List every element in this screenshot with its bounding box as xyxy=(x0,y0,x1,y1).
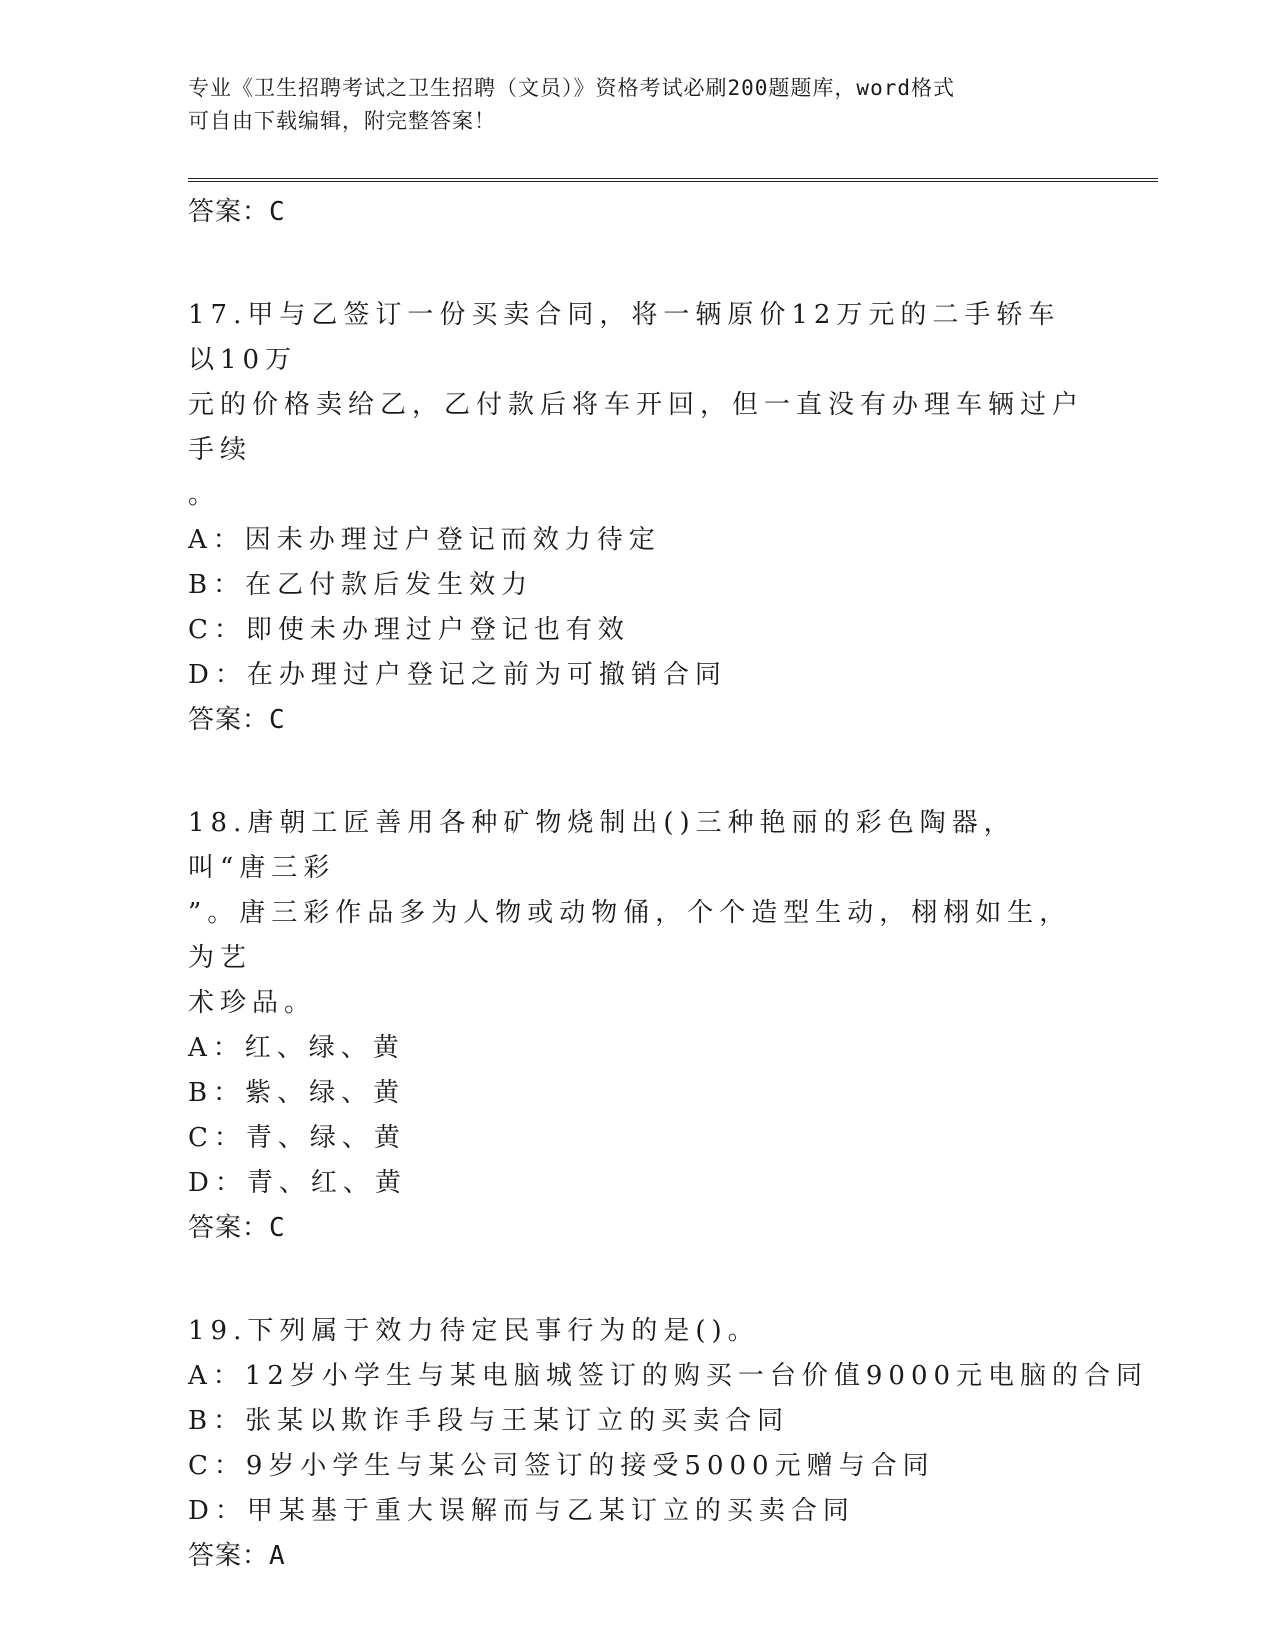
question-17 xyxy=(188,293,1088,743)
question-stem xyxy=(188,1309,1088,1354)
page-header xyxy=(188,72,1088,138)
option-c: C：9岁小学生与某公司签订的接受5000元赠与合同 xyxy=(188,1451,935,1481)
question-19 xyxy=(188,1309,1149,1579)
question-stem xyxy=(188,293,1088,518)
answer: 答案：A xyxy=(188,1541,286,1571)
stem-line: 。 xyxy=(188,480,221,510)
stem-line: 18.唐朝工匠善用各种矿物烧制出()三种艳丽的彩色陶器，叫“唐三彩 xyxy=(188,808,1016,883)
header-line-2: 可自由下载编辑，附完整答案！ xyxy=(188,109,496,133)
option-b: B：张某以欺诈手段与王某订立的买卖合同 xyxy=(188,1406,790,1436)
question-list xyxy=(188,190,1149,1579)
header-divider xyxy=(188,178,1158,182)
option-d: D：甲某基于重大误解而与乙某订立的买卖合同 xyxy=(188,1496,855,1526)
question-stem xyxy=(188,801,1088,1026)
option-c: C：青、绿、黄 xyxy=(188,1123,406,1153)
stem-line: 17.甲与乙签订一份买卖合同，将一辆原价12万元的二手轿车以10万 xyxy=(188,300,1061,375)
previous-answer: 答案：C xyxy=(188,197,286,227)
question-18 xyxy=(188,801,1088,1251)
stem-line: 术珍品。 xyxy=(188,988,317,1018)
option-d: D：青、红、黄 xyxy=(188,1168,407,1198)
option-b: B：紫、绿、黄 xyxy=(188,1078,406,1108)
option-a: A：因未办理过户登记而效力待定 xyxy=(188,525,661,555)
stem-line: ”。唐三彩作品多为人物或动物俑，个个造型生动，栩栩如生，为艺 xyxy=(188,898,1072,973)
answer: 答案：C xyxy=(188,1213,286,1243)
option-c: C：即使未办理过户登记也有效 xyxy=(188,615,630,645)
option-b: B：在乙付款后发生效力 xyxy=(188,570,534,600)
answer: 答案：C xyxy=(188,705,286,735)
stem-line: 元的价格卖给乙，乙付款后将车开回，但一直没有办理车辆过户手续 xyxy=(188,390,1085,465)
header-line-1: 专业《卫生招聘考试之卫生招聘（文员）》资格考试必刷200题题库，word格式 xyxy=(188,76,955,100)
option-d: D：在办理过户登记之前为可撤销合同 xyxy=(188,660,727,690)
option-a: A：红、绿、黄 xyxy=(188,1033,405,1063)
option-a: A：12岁小学生与某电脑城签订的购买一台价值9000元电脑的合同 xyxy=(188,1361,1149,1391)
stem-line: 19.下列属于效力待定民事行为的是()。 xyxy=(188,1316,760,1346)
